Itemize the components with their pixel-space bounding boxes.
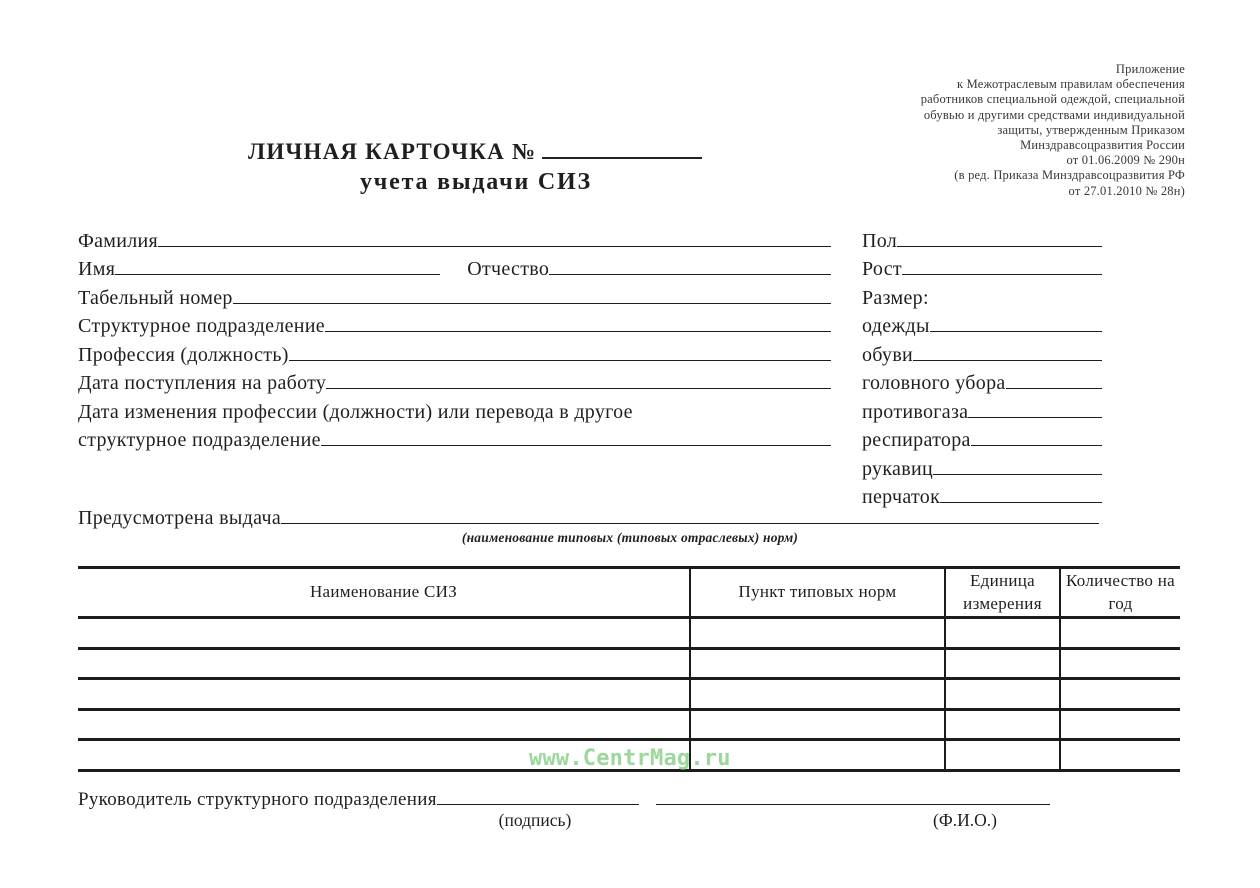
mittens-size-blank[interactable] bbox=[933, 471, 1102, 475]
surname-blank[interactable] bbox=[158, 243, 831, 247]
gas-mask-size-blank[interactable] bbox=[968, 414, 1102, 418]
regulation-note-line: (в ред. Приказа Минздравсоцразвития РФ bbox=[954, 168, 1185, 183]
profession-blank[interactable] bbox=[289, 357, 831, 361]
fio-blank[interactable] bbox=[656, 801, 1050, 805]
regulation-note-line: Приложение bbox=[1115, 62, 1185, 76]
transfer-date-blank[interactable] bbox=[321, 442, 831, 446]
gas-mask-size-row bbox=[862, 398, 1102, 426]
personnel-number-blank[interactable] bbox=[233, 300, 831, 304]
table-cell[interactable] bbox=[1060, 679, 1180, 710]
height-row bbox=[862, 255, 1102, 283]
ppe-table-header-norm-item: Пункт типовых норм bbox=[690, 568, 945, 618]
transfer-date-row-1 bbox=[78, 398, 831, 426]
hire-date-row bbox=[78, 369, 831, 397]
department-label: Структурное подразделение bbox=[78, 315, 325, 338]
table-cell[interactable] bbox=[690, 709, 945, 740]
issue-norms-caption: (наименование типовых (типовых отраслевых) норм) bbox=[461, 530, 799, 545]
footwear-size-row bbox=[862, 341, 1102, 369]
issue-norms-label: Предусмотрена выдача bbox=[78, 507, 282, 529]
regulation-note-line: Минздравсоцразвития России bbox=[1020, 138, 1185, 153]
table-cell[interactable] bbox=[78, 679, 690, 710]
table-cell[interactable] bbox=[78, 709, 690, 740]
sex-blank[interactable] bbox=[897, 243, 1102, 247]
table-cell[interactable] bbox=[945, 648, 1060, 679]
table-cell[interactable] bbox=[945, 618, 1060, 649]
table-cell[interactable] bbox=[945, 740, 1060, 771]
name-patronymic-row bbox=[78, 255, 831, 283]
respirator-size-blank[interactable] bbox=[971, 442, 1102, 446]
issue-norms-row bbox=[78, 504, 1099, 532]
employee-fields bbox=[78, 227, 831, 455]
hire-date-blank[interactable] bbox=[326, 385, 831, 389]
regulation-note-line: от 27.01.2010 № 28н) bbox=[1068, 183, 1185, 198]
transfer-date-label-line1: Дата изменения профессии (должности) или перевода в другое bbox=[78, 400, 633, 423]
patronymic-blank[interactable] bbox=[549, 271, 831, 275]
form-title bbox=[248, 139, 704, 196]
table-cell[interactable] bbox=[78, 648, 690, 679]
form-subtitle: учета выдачи СИЗ bbox=[360, 169, 592, 195]
regulation-note-line: обувью и другими средствами индивидуальной bbox=[923, 107, 1185, 122]
height-blank[interactable] bbox=[902, 271, 1102, 275]
manager-label: Руководитель структурного подразделения bbox=[78, 789, 437, 810]
gloves-size-label: перчаток bbox=[862, 485, 941, 508]
card-number-blank[interactable] bbox=[542, 157, 702, 159]
headgear-size-blank[interactable] bbox=[1006, 385, 1102, 389]
transfer-date-label-line2: структурное подразделение bbox=[78, 429, 321, 452]
table-cell[interactable] bbox=[1060, 618, 1180, 649]
surname-row bbox=[78, 227, 831, 255]
patronymic-label: Отчество bbox=[467, 258, 550, 281]
table-cell[interactable] bbox=[1060, 709, 1180, 740]
clothing-size-label: одежды bbox=[862, 315, 930, 338]
department-blank[interactable] bbox=[325, 328, 831, 332]
ppe-table-header-unit: Единица измерения bbox=[945, 568, 1060, 618]
table-cell[interactable] bbox=[690, 618, 945, 649]
signature-caption: (подпись) bbox=[498, 810, 572, 830]
table-cell[interactable] bbox=[945, 709, 1060, 740]
table-cell[interactable] bbox=[78, 618, 690, 649]
profession-label: Профессия (должность) bbox=[78, 343, 289, 366]
watermark-centrmag: www.CentrMag.ru bbox=[529, 746, 731, 771]
card-number-label: ЛИЧНАЯ КАРТОЧКА № bbox=[248, 139, 537, 164]
size-header-row bbox=[862, 284, 1102, 312]
ppe-table bbox=[78, 566, 1180, 772]
signature-blank[interactable] bbox=[437, 801, 639, 805]
hire-date-label: Дата поступления на работу bbox=[78, 372, 327, 395]
ppe-table-header-row bbox=[78, 568, 1180, 618]
mittens-size-row bbox=[862, 455, 1102, 483]
ppe-table-header-qty-per-year: Количество на год bbox=[1060, 568, 1180, 618]
gloves-size-blank[interactable] bbox=[940, 499, 1102, 503]
issue-norms-blank[interactable] bbox=[281, 520, 1099, 524]
size-header-label: Размер: bbox=[862, 286, 929, 309]
department-row bbox=[78, 312, 831, 340]
sex-label: Пол bbox=[862, 230, 898, 252]
footwear-size-blank[interactable] bbox=[913, 357, 1102, 361]
fio-caption: (Ф.И.О.) bbox=[933, 810, 997, 830]
respirator-size-row bbox=[862, 426, 1102, 454]
regulation-note-line: к Межотраслевым правилам обеспечения bbox=[956, 77, 1185, 92]
table-row bbox=[78, 709, 1180, 740]
size-fields bbox=[862, 227, 1102, 511]
transfer-date-row-2 bbox=[78, 426, 831, 454]
profession-row bbox=[78, 341, 831, 369]
clothing-size-row bbox=[862, 312, 1102, 340]
mittens-size-label: рукавиц bbox=[862, 457, 933, 480]
gas-mask-size-label: противогаза bbox=[862, 400, 969, 423]
regulation-note-line: от 01.06.2009 № 290н bbox=[1066, 153, 1185, 168]
table-row bbox=[78, 648, 1180, 679]
headgear-size-row bbox=[862, 369, 1102, 397]
regulation-note-line: защиты, утвержденным Приказом bbox=[997, 122, 1185, 137]
first-name-blank[interactable] bbox=[115, 271, 440, 275]
table-cell[interactable] bbox=[1060, 740, 1180, 771]
regulation-note-line: работников специальной одеждой, специальной bbox=[920, 92, 1185, 107]
clothing-size-blank[interactable] bbox=[930, 328, 1102, 332]
surname-label: Фамилия bbox=[78, 230, 159, 252]
headgear-size-label: головного убора bbox=[862, 372, 1006, 395]
regulation-note bbox=[755, 62, 1185, 199]
height-label: Рост bbox=[862, 258, 902, 281]
footwear-size-label: обуви bbox=[862, 343, 914, 366]
table-cell[interactable] bbox=[945, 679, 1060, 710]
table-cell[interactable] bbox=[1060, 648, 1180, 679]
personnel-number-label: Табельный номер bbox=[78, 286, 233, 309]
table-row bbox=[78, 618, 1180, 649]
table-cell[interactable] bbox=[690, 648, 945, 679]
ppe-table-header-name: Наименование СИЗ bbox=[78, 568, 690, 618]
sex-row bbox=[862, 227, 1102, 255]
respirator-size-label: респиратора bbox=[862, 429, 971, 452]
table-row bbox=[78, 679, 1180, 710]
personnel-number-row bbox=[78, 284, 831, 312]
first-name-label: Имя bbox=[78, 258, 116, 281]
table-cell[interactable] bbox=[690, 679, 945, 710]
